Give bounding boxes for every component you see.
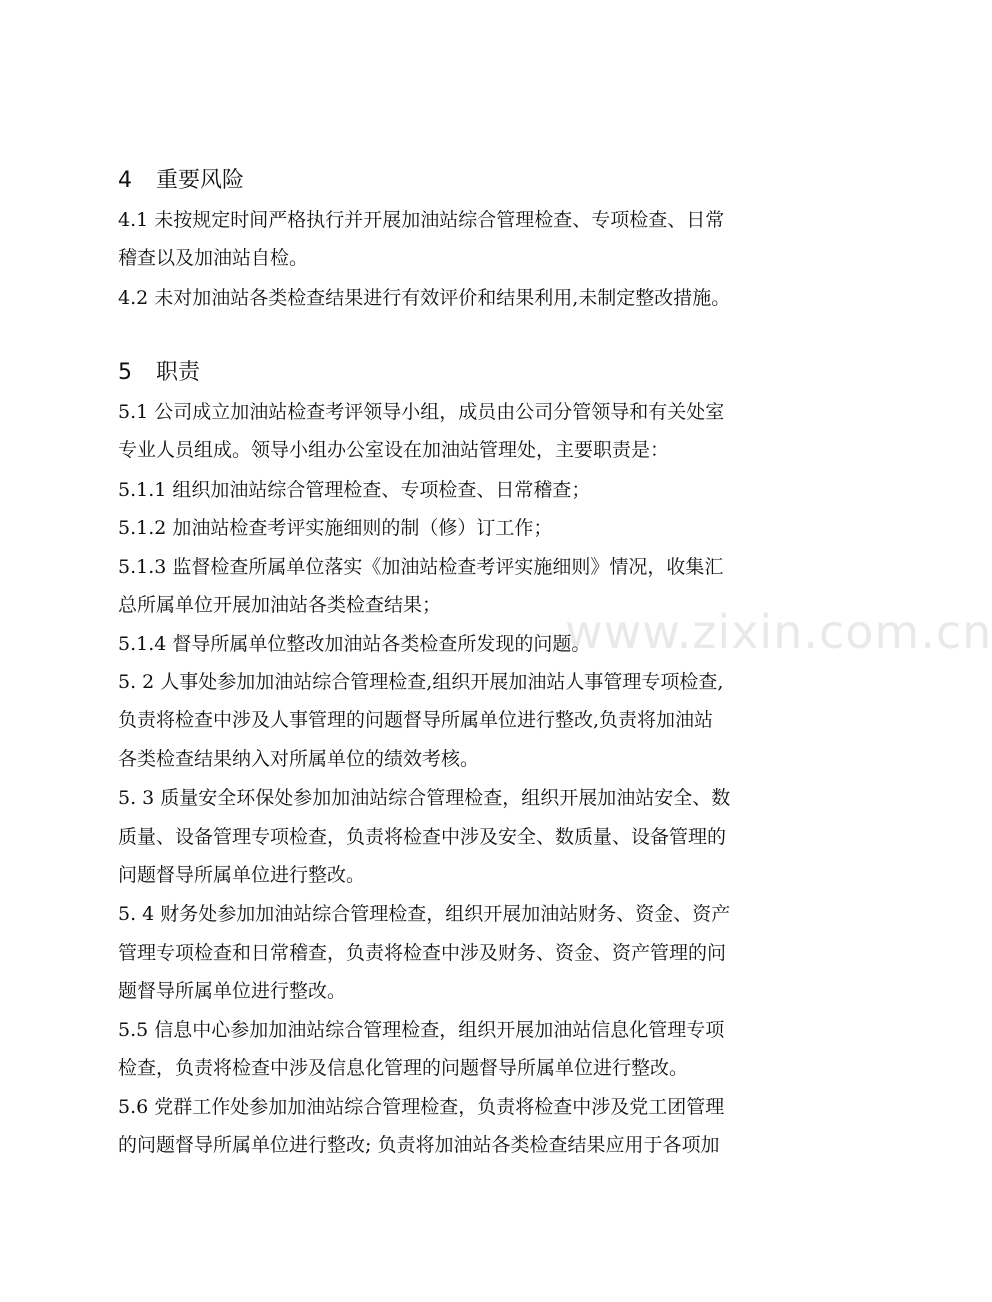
section-5-line: 5.5 信息中心参加加油站综合管理检查，组织开展加油站信息化管理专项 (118, 1019, 725, 1041)
section-5-line: 5.1 公司成立加油站检查考评领导小组，成员由公司分管领导和有关处室 (118, 401, 725, 423)
section-4-line: 4.1 未按规定时间严格执行并开展加油站综合管理检查、专项检查、日常 (118, 209, 725, 231)
section-5-line: 检查，负责将检查中涉及信息化管理的问题督导所属单位进行整改。 (118, 1057, 689, 1079)
section-5-heading (118, 358, 200, 388)
section-5-line: 5. 4 财务处参加加油站综合管理检查，组织开展加油站财务、资金、资产 (118, 903, 731, 925)
section-5-line: 负责将检查中涉及人事管理的问题督导所属单位进行整改,负责将加油站 (118, 709, 714, 731)
section-5-line: 5.1.2 加油站检查考评实施细则的制（修）订工作； (118, 517, 553, 539)
section-5-line: 题督导所属单位进行整改。 (118, 980, 347, 1002)
section-5-line: 5.1.3 监督检查所属单位落实《加油站检查考评实施细则》情况，收集汇 (118, 556, 724, 578)
section-5-line: 5.1.1 组织加油站综合管理检查、专项检查、日常稽查； (118, 479, 591, 501)
section-4-line: 4.2 未对加油站各类检查结果进行有效评价和结果利用,未制定整改措施。 (118, 287, 731, 309)
section-5-number: 5 (118, 360, 132, 385)
section-5-title: 职责 (156, 360, 201, 385)
section-5-line: 各类检查结果纳入对所属单位的绩效考核。 (118, 748, 480, 770)
section-5-line: 5. 2 人事处参加加油站综合管理检查,组织开展加油站人事管理专项检查, (118, 671, 724, 693)
section-5-line: 总所属单位开展加油站各类检查结果； (118, 594, 442, 616)
section-4-number: 4 (118, 168, 132, 193)
section-5-line: 5.6 党群工作处参加加油站综合管理检查，负责将检查中涉及党工团管理 (118, 1096, 725, 1118)
section-5-line: 质量、设备管理专项检查，负责将检查中涉及安全、数质量、设备管理的 (118, 826, 727, 848)
section-5-line: 管理专项检查和日常稽查，负责将检查中涉及财务、资金、资产管理的问 (118, 942, 727, 964)
section-5-line: 5. 3 质量安全环保处参加加油站综合管理检查，组织开展加油站安全、数 (118, 787, 731, 809)
section-4-line: 稽查以及加油站自检。 (118, 247, 309, 269)
section-5-line: 问题督导所属单位进行整改。 (118, 864, 366, 886)
section-4-title: 重要风险 (156, 168, 245, 193)
section-5-line: 5.1.4 督导所属单位整改加油站各类检查所发现的问题。 (118, 633, 591, 655)
section-5-line: 专业人员组成。领导小组办公室设在加油站管理处，主要职责是： (118, 439, 670, 461)
watermark: www.zixin.com.cn (565, 605, 992, 659)
section-5-line: 的问题督导所属单位进行整改; 负责将加油站各类检查结果应用于各项加 (118, 1134, 720, 1156)
section-4-heading (118, 166, 244, 196)
